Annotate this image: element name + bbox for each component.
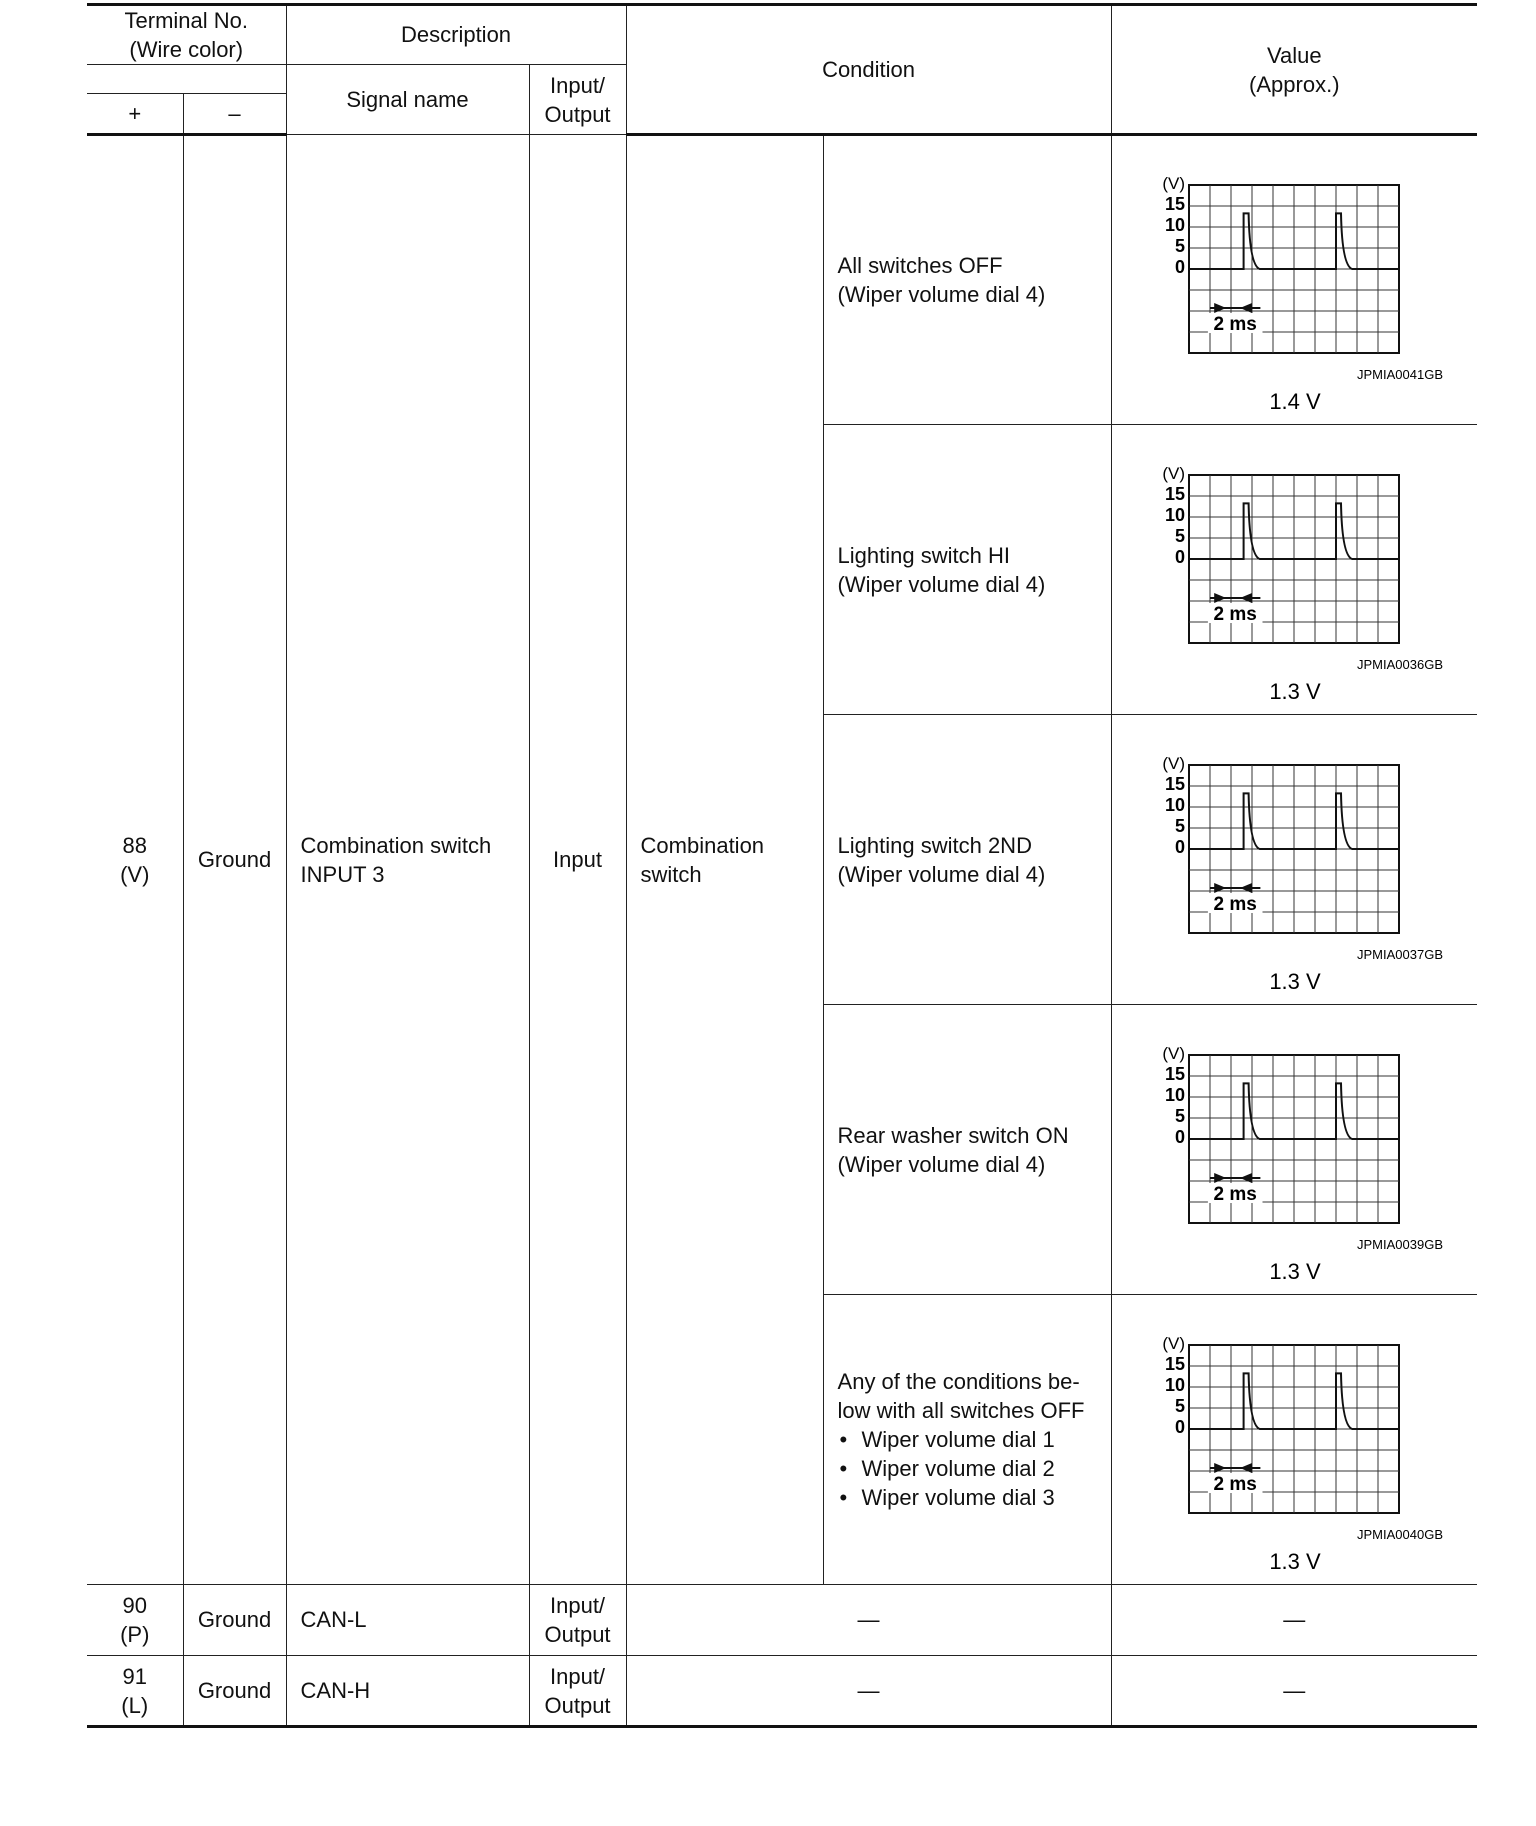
voltage-value: 1.3 V bbox=[1268, 1548, 1321, 1574]
time-scale-label: 2 ms bbox=[1213, 603, 1257, 625]
condition-1: Lighting switch HI (Wiper volume dial 4) bbox=[823, 425, 1111, 715]
figure-id: JPMIA0040GB bbox=[1356, 1526, 1443, 1542]
header-description: Description bbox=[286, 5, 626, 65]
list-item: • Wiper volume dial 2 bbox=[838, 1454, 1097, 1483]
terminal-spec-table bbox=[87, 3, 1477, 1728]
condition-group-88: Combination switch bbox=[626, 135, 823, 1585]
y-tick-label: 10 bbox=[1164, 1084, 1185, 1105]
y-unit-label: (V) bbox=[1161, 1333, 1185, 1353]
terminal-90: 90 (P) bbox=[87, 1585, 183, 1656]
signal-91: CAN-H bbox=[286, 1656, 529, 1727]
y-tick-label: 15 bbox=[1164, 1353, 1185, 1374]
waveform-chart bbox=[1112, 717, 1478, 1003]
y-tick-label: 0 bbox=[1174, 1416, 1185, 1437]
y-tick-label: 15 bbox=[1164, 483, 1185, 504]
signal-88: Combination switch INPUT 3 bbox=[286, 135, 529, 1585]
header-condition: Condition bbox=[626, 5, 1111, 135]
header-terminal: Terminal No. (Wire color) bbox=[87, 5, 286, 65]
value-3 bbox=[1111, 1005, 1477, 1295]
time-scale-label: 2 ms bbox=[1213, 314, 1257, 335]
y-tick-label: 10 bbox=[1164, 794, 1185, 815]
figure-id: JPMIA0037GB bbox=[1356, 946, 1443, 962]
header-terminal-spacer bbox=[87, 65, 286, 94]
condition-91: — bbox=[626, 1656, 1111, 1727]
voltage-value: 1.3 V bbox=[1268, 968, 1321, 994]
y-unit-label: (V) bbox=[1161, 174, 1185, 193]
y-unit-label: (V) bbox=[1161, 1043, 1185, 1063]
waveform-chart bbox=[1112, 1007, 1478, 1293]
y-unit-label: (V) bbox=[1161, 753, 1185, 773]
voltage-value: 1.4 V bbox=[1268, 389, 1321, 414]
time-scale-label: 2 ms bbox=[1213, 1183, 1257, 1205]
y-unit-label: (V) bbox=[1161, 463, 1185, 483]
y-tick-label: 0 bbox=[1174, 546, 1185, 567]
value-0 bbox=[1111, 135, 1477, 425]
value-90: — bbox=[1111, 1585, 1477, 1656]
value-1 bbox=[1111, 425, 1477, 715]
terminal-88: 88 (V) bbox=[87, 135, 183, 1585]
condition-3: Rear washer switch ON (Wiper volume dial 4) bbox=[823, 1005, 1111, 1295]
y-tick-label: 10 bbox=[1164, 1374, 1185, 1395]
value-91: — bbox=[1111, 1656, 1477, 1727]
voltage-value: 1.3 V bbox=[1268, 678, 1321, 704]
y-tick-label: 5 bbox=[1174, 1105, 1185, 1126]
signal-90: CAN-L bbox=[286, 1585, 529, 1656]
header-value: Value (Approx.) bbox=[1111, 5, 1477, 135]
y-tick-label: 15 bbox=[1164, 194, 1185, 214]
figure-id: JPMIA0041GB bbox=[1356, 367, 1443, 382]
header-io: Input/ Output bbox=[529, 65, 626, 135]
y-tick-label: 5 bbox=[1174, 236, 1185, 256]
condition-4: Any of the conditions be- low with all switches OFF • Wiper volume dial 1 • Wiper volume dial 2 • Wiper volume dial 3 bbox=[823, 1295, 1111, 1585]
figure-id: JPMIA0039GB bbox=[1356, 1236, 1443, 1252]
list-item: • Wiper volume dial 1 bbox=[838, 1425, 1097, 1454]
time-scale-label: 2 ms bbox=[1213, 893, 1257, 915]
y-tick-label: 15 bbox=[1164, 1063, 1185, 1084]
header-signal-name: Signal name bbox=[286, 65, 529, 135]
y-tick-label: 0 bbox=[1174, 1126, 1185, 1147]
y-tick-label: 0 bbox=[1174, 836, 1185, 857]
header-minus: – bbox=[183, 94, 286, 135]
terminal-91: 91 (L) bbox=[87, 1656, 183, 1727]
ground-88: Ground bbox=[183, 135, 286, 1585]
header-plus: + bbox=[87, 94, 183, 135]
figure-id: JPMIA0036GB bbox=[1356, 656, 1443, 672]
y-tick-label: 10 bbox=[1164, 504, 1185, 525]
y-tick-label: 5 bbox=[1174, 815, 1185, 836]
y-tick-label: 5 bbox=[1174, 525, 1185, 546]
y-tick-label: 5 bbox=[1174, 1395, 1185, 1416]
condition-90: — bbox=[626, 1585, 1111, 1656]
y-tick-label: 15 bbox=[1164, 773, 1185, 794]
io-90: Input/ Output bbox=[529, 1585, 626, 1656]
voltage-value: 1.3 V bbox=[1268, 1258, 1321, 1284]
y-tick-label: 10 bbox=[1164, 215, 1185, 235]
condition-2: Lighting switch 2ND (Wiper volume dial 4) bbox=[823, 715, 1111, 1005]
io-91: Input/ Output bbox=[529, 1656, 626, 1727]
waveform-chart bbox=[1112, 1297, 1478, 1583]
waveform-chart bbox=[1112, 427, 1478, 713]
time-scale-label: 2 ms bbox=[1213, 1473, 1257, 1495]
value-2 bbox=[1111, 715, 1477, 1005]
waveform-chart bbox=[1112, 137, 1478, 423]
list-item: • Wiper volume dial 3 bbox=[838, 1483, 1097, 1512]
y-tick-label: 0 bbox=[1174, 257, 1185, 277]
ground-90: Ground bbox=[183, 1585, 286, 1656]
io-88: Input bbox=[529, 135, 626, 1585]
condition-bullet-list bbox=[838, 1425, 1097, 1512]
value-4 bbox=[1111, 1295, 1477, 1585]
ground-91: Ground bbox=[183, 1656, 286, 1727]
condition-0: All switches OFF (Wiper volume dial 4) bbox=[823, 135, 1111, 425]
